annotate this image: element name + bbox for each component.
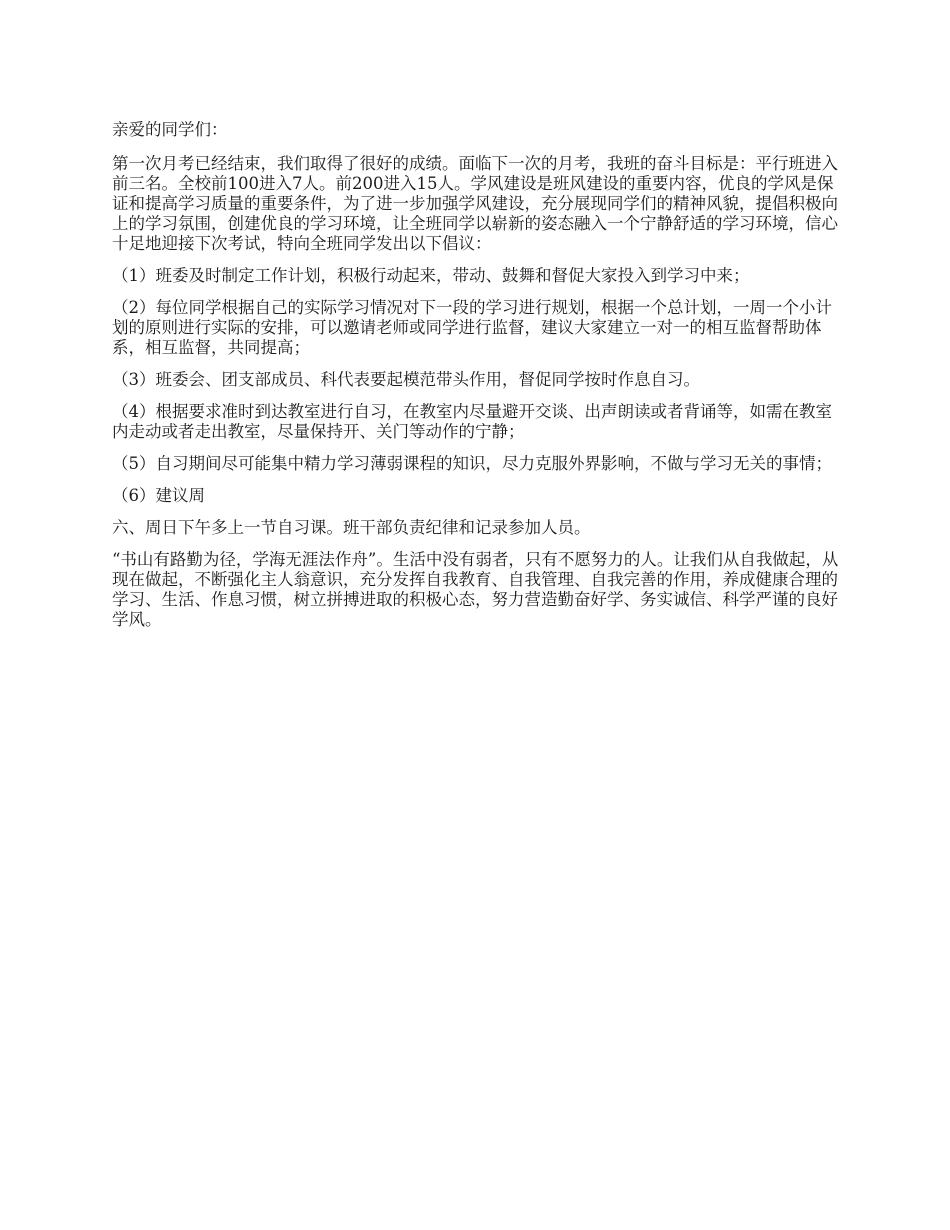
greeting: 亲爱的同学们： [112,120,228,139]
proposal-item-1: （1）班委及时制定工作计划，积极行动起来，带动、鼓舞和督促大家投入到学习中来； [112,266,750,285]
weekend-study-paragraph: 六、周日下午多上一节自习课。班干部负责纪律和记录参加人员。 [112,518,591,537]
intro-paragraph: 第一次月考已经结束，我们取得了很好的成绩。面临下一次的月考，我班的奋斗目标是：平行班进入前三名。全校前100进入7人。前200进入15人。学风建设是班风建设的重要内容，优良的学风是保证和提高学习质量的重要条件，为了进一步加强学风建设，充分展现同学们的精神风貌，提倡积极向上的学习氛围，创建优良的学习环境，让全班同学以崭新的姿态融入一个宁静舒适的学习环境，信心十足地迎接下次考试，特向全班同学发出以下倡议： [112,154,838,253]
proposal-item-6: （6）建议周 [112,486,205,505]
proposal-item-5: （5）自习期间尽可能集中精力学习薄弱课程的知识，尽力克服外界影响，不做与学习无关的事情； [112,454,832,473]
closing-paragraph: “书山有路勤为径，学海无涯法作舟”。生活中没有弱者，只有不愿努力的人。让我们从自我做起，从现在做起，不断强化主人翁意识，充分发挥自我教育、自我管理、自我完善的作用，养成健康合理的学习、生活、作息习惯，树立拼搏进取的积极心态，努力营造勤奋好学、务实诚信、科学严谨的良好学风。 [112,550,839,629]
document-body [112,120,842,642]
proposal-item-4: （4）根据要求准时到达教室进行自习，在教室内尽量避开交谈、出声朗读或者背诵等，如需在教室内走动或者走出教室，尽量保持开、关门等动作的宁静； [112,402,832,441]
proposal-item-2: （2）每位同学根据自己的实际学习情况对下一段的学习进行规划，根据一个总计划，一周一个小计划的原则进行实际的安排，可以邀请老师或同学进行监督，建议大家建立一对一的相互监督帮助体系，相互监督，共同提高； [112,298,832,357]
proposal-item-3: （3）班委会、团支部成员、科代表要起模范带头作用，督促同学按时作息自习。 [112,370,700,389]
